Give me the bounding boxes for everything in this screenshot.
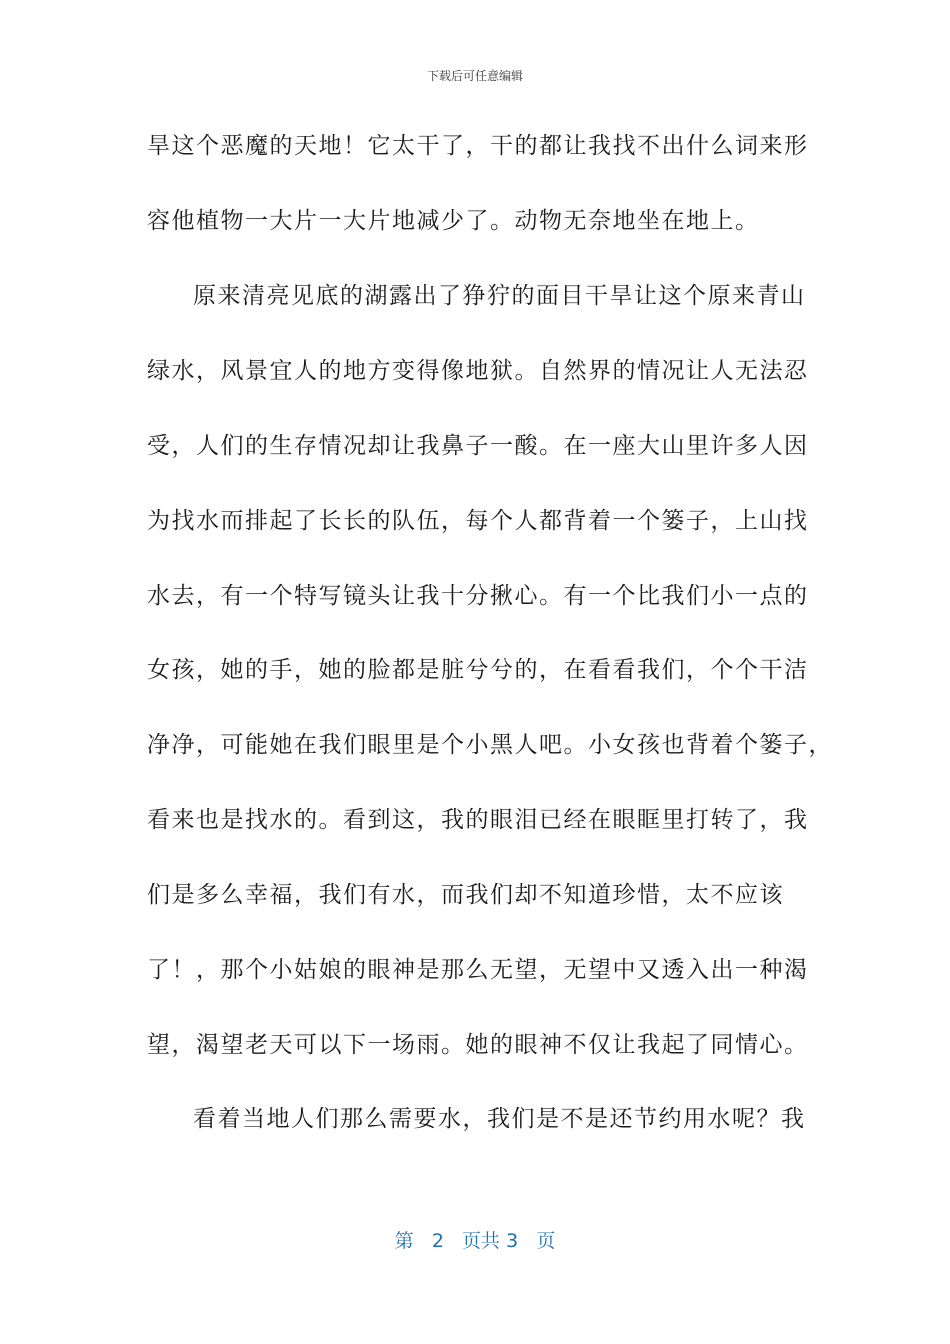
current-page-number: 2 [431, 1230, 444, 1252]
text-line: 净净，可能她在我们眼里是个小黑人吧。小女孩也背着个篓子， [147, 732, 833, 758]
text-line: 女孩，她的手，她的脸都是脏兮兮的，在看看我们，个个干洁 [147, 657, 809, 683]
footer-prefix: 第 [394, 1230, 414, 1252]
text-line: 看来也是找水的。看到这，我的眼泪已经在眼眶里打转了，我 [147, 807, 809, 833]
text-line: 受，人们的生存情况却让我鼻子一酸。在一座大山里许多人因 [147, 433, 809, 459]
page-header-note: 下载后可任意编辑 [426, 69, 523, 83]
text-line: 容他植物一大片一大片地减少了。动物无奈地坐在地上。 [147, 208, 760, 234]
text-line: 望，渴望老天可以下一场雨。她的眼神不仅让我起了同情心。 [147, 1032, 809, 1058]
page-number-footer [0, 1226, 950, 1253]
footer-suffix: 页 [536, 1230, 556, 1252]
text-line: 为找水而排起了长长的队伍，每个人都背着一个篓子，上山找 [147, 508, 809, 534]
text-line: 绿水，风景宜人的地方变得像地狱。自然界的情况让人无法忍 [147, 358, 809, 384]
total-pages-number: 3 [506, 1230, 519, 1252]
text-line: 们是多么幸福，我们有水，而我们却不知道珍惜，太不应该 [147, 882, 784, 908]
text-line: 旱这个恶魔的天地！它太干了，干的都让我找不出什么词来形 [147, 133, 809, 159]
text-line: 水去，有一个特写镜头让我十分揪心。有一个比我们小一点的 [147, 583, 809, 609]
text-line: 看着当地人们那么需要水，我们是不是还节约用水呢？我 [193, 1106, 806, 1132]
text-line: 原来清亮见底的湖露出了狰狞的面目干旱让这个原来青山 [193, 283, 806, 309]
text-line: 了！，那个小姑娘的眼神是那么无望，无望中又透入出一种渴 [147, 957, 809, 983]
footer-middle: 页共 [462, 1230, 501, 1252]
